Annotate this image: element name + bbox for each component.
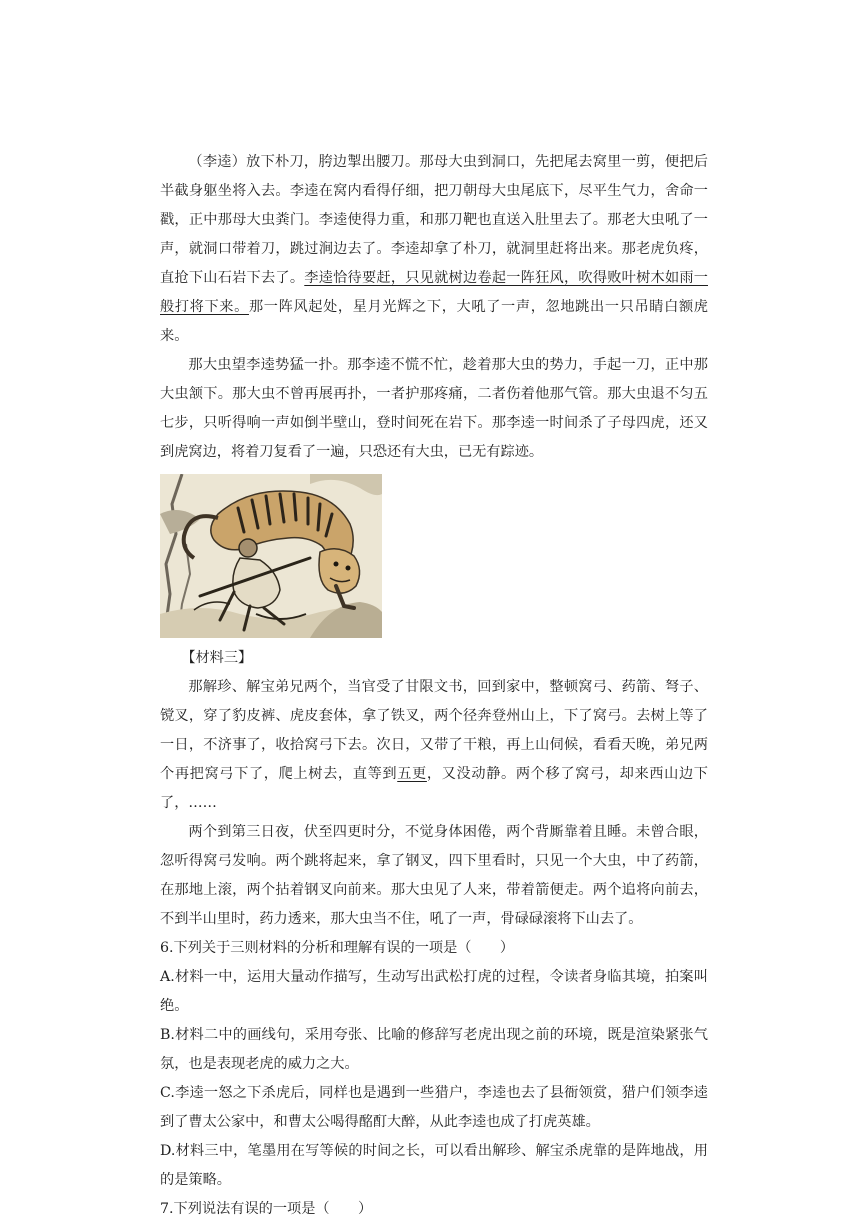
question-6-option-c: C.李逵一怒之下杀虎后，同样也是遇到一些猎户，李逵也去了县衙领赏，猎户们领李逵到了曹太公家中，和曹太公喝得酩酊大醉，从此李逵也成了打虎英雄。 bbox=[160, 1085, 708, 1130]
document-page bbox=[160, 148, 708, 1224]
material-three-paragraph-1 bbox=[160, 673, 708, 818]
passage-text: 那一阵风起处，星月光辉之下，大吼了一声，忽地跳出一只吊睛白额虎来。 bbox=[160, 299, 708, 344]
material-text: ，又没动静。两个移了窝弓，却来西山边下了，…… bbox=[160, 766, 708, 811]
material-three-paragraph-2: 两个到第三日夜，伏至四更时分，不觉身体困倦，两个背厮靠着且睡。未曾合眼，忽听得窝弓发响。两个跳将起来，拿了钢叉，四下里看时，只见一个大虫，中了药箭，在那地上滚，两个拈着钢叉向前来。那大虫见了人来，带着箭便走。两个追将向前去，不到半山里时，药力透来，那大虫当不住，吼了一声，骨碌碌滚将下山去了。 bbox=[160, 824, 708, 927]
tiger-hunt-illustration bbox=[160, 474, 382, 638]
material-three-heading: 【材料三】 bbox=[181, 650, 253, 666]
question-6-stem: 6.下列关于三则材料的分析和理解有误的一项是（ ） bbox=[160, 940, 515, 956]
question-7-stem: 7.下列说法有误的一项是（ ） bbox=[160, 1201, 373, 1217]
passage-paragraph-1 bbox=[160, 148, 708, 351]
underlined-word: 五更 bbox=[397, 766, 427, 782]
passage-paragraph-2: 那大虫望李逵势猛一扑。那李逵不慌不忙，趁着那大虫的势力，手起一刀，正中那大虫颔下。那大虫不曾再展再扑，一者护那疼痛，二者伤着他那气管。那大虫退不匀五七步，只听得响一声如倒半壁山，登时间死在岩下。那李逵一时间杀了子母四虎，还又到虎窝边，将着刀复看了一遍，只恐还有大虫，已无有踪迹。 bbox=[160, 357, 708, 460]
underlined-sentence: 李逵恰待要赶，只见就树边卷起一阵狂风，吹得败叶树木如雨一般打将下来。 bbox=[160, 270, 708, 315]
question-6-option-d: D.材料三中，笔墨用在写等候的时间之长，可以看出解珍、解宝杀虎靠的是阵地战，用的是策略。 bbox=[160, 1143, 708, 1188]
question-6-option-a: A.材料一中，运用大量动作描写，生动写出武松打虎的过程，令读者身临其境，拍案叫绝。 bbox=[160, 969, 708, 1014]
passage-text: （李逵）放下朴刀，胯边掣出腰刀。那母大虫到洞口，先把尾去窝里一剪，便把后半截身躯坐将入去。李逵在窝内看得仔细，把刀朝母大虫尾底下，尽平生气力，舍命一戳，正中那母大虫粪门。李逵使得力重，和那刀靶也直送入肚里去了。那老大虫吼了一声，就洞口带着刀，跳过涧边去了。李逵却拿了朴刀，就洞里赶将出来。那老虎负疼，直抢下山石岩下去了。 bbox=[160, 154, 708, 286]
question-6-option-b: B.材料二中的画线句，采用夸张、比喻的修辞写老虎出现之前的环境，既是渲染紧张气氛，也是表现老虎的威力之大。 bbox=[160, 1027, 708, 1072]
material-text: 那解珍、解宝弟兄两个，当官受了甘限文书，回到家中，整顿窝弓、药箭、弩子、镋叉，穿了豹皮裤、虎皮套体，拿了铁叉，两个径奔登州山上，下了窝弓。去树上等了一日，不济事了，收拾窝弓下去。次日，又带了干粮，再上山伺候，看看天晚，弟兄两个再把窝弓下了，爬上树去，直等到 bbox=[160, 679, 708, 782]
